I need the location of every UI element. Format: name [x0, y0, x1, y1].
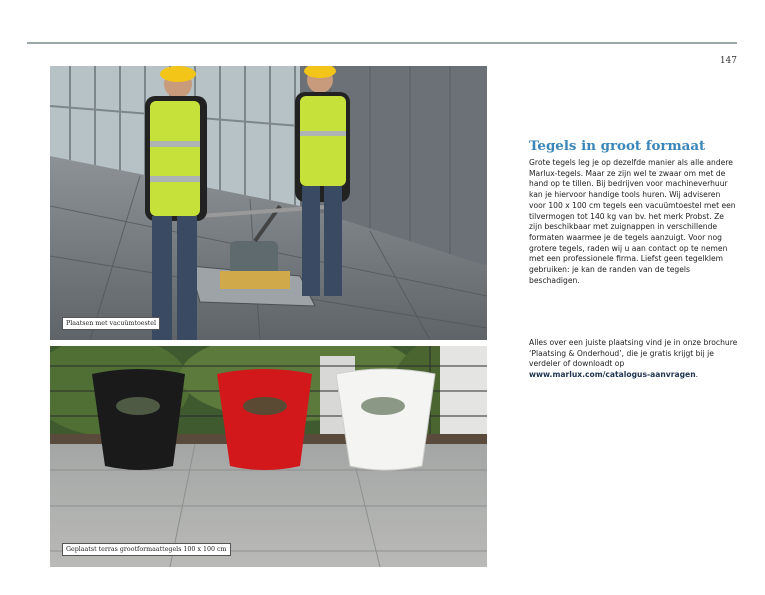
page-number: 147 — [719, 56, 737, 66]
terrace-chairs-illustration — [50, 346, 487, 567]
article-paragraph-1: Grote tegels leg je op dezelfde manier als alle andere Marlux-tegels. Maar ze zijn wel te zwaar om met de hand op te tillen. Bij bedrijven voor machineverhuur kan je hiervoor handige tools huren. Wij adviseren voor 100 x 100 cm tegels een vacuümtoestel met een tilvermogen tot 140 kg van bv. het merk Probst. Ze zijn beschikbaar met zuignappen in verschillende formaten waarmee je de tegels aanzuigt. Voor nog grotere tegels, raden wij u aan contact op te nemen met een professionele firma. Liefst geen tegelklem gebruiken: je kan de randen van de tegels beschadigen. — [529, 158, 736, 285]
paragraph-2-end: . — [695, 370, 699, 380]
paragraph-2-text: Alles over een juiste plaatsing vind je in onze brochure ‘Plaatsing & Onderhoud’, die je gratis krijgt bij je verdeler of downloadt op — [529, 338, 738, 369]
article-paragraph-2 — [529, 338, 739, 381]
top-rule — [27, 42, 737, 44]
catalog-request-link[interactable]: www.marlux.com/catalogus-aanvragen — [529, 370, 696, 380]
photo-vacuum-lifter — [50, 66, 487, 340]
photo-terrace-chairs — [50, 346, 487, 567]
caption-terrace: Geplaatst terras grootformaattegels 100 x 100 cm — [62, 543, 231, 556]
article-heading: Tegels in groot formaat — [529, 138, 706, 154]
vacuum-lifter-illustration — [50, 66, 487, 340]
caption-vacuum-lifter: Plaatsen met vacuümtoestel — [62, 317, 160, 330]
